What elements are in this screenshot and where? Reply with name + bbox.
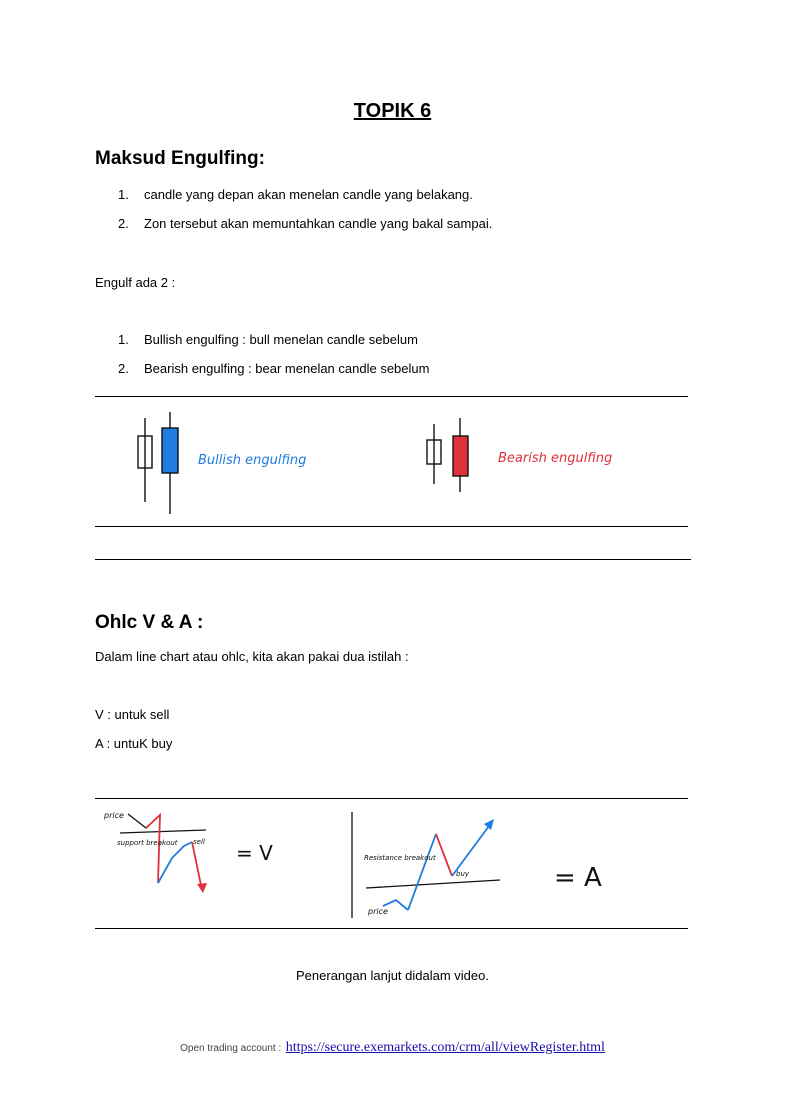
list-text: Bullish engulfing : bull menelan candle sebelum [144, 332, 418, 347]
list-number: 1. [118, 187, 129, 202]
ohlc-heading: Ohlc V & A : [95, 612, 204, 633]
resistance-breakout-label: Resistance breakout [364, 854, 436, 862]
list-number: 2. [118, 216, 129, 231]
list-text: candle yang depan akan menelan candle yang belakang. [144, 187, 473, 202]
divider [95, 928, 688, 929]
engulfing-point-2 [118, 216, 492, 232]
v-price-label: price [104, 811, 124, 820]
ohlc-intro: Dalam line chart atau ohlc, kita akan pakai dua istilah : [95, 649, 409, 664]
a-price-label: price [368, 907, 388, 916]
v-sell-sketch [103, 811, 273, 893]
bullish-engulfing-label: Bullish engulfing [198, 453, 307, 468]
a-equation: = A [554, 863, 602, 893]
footer-label: Open trading account : [180, 1043, 282, 1054]
ohlc-sketch [0, 798, 785, 928]
divider [95, 559, 691, 560]
buy-label: buy [456, 870, 470, 878]
engulf-types-label: Engulf ada 2 : [95, 275, 176, 290]
v-equation: = V [236, 841, 273, 865]
engulf-type-1 [118, 332, 418, 348]
bullish-engulfing-candles [138, 412, 178, 514]
list-number: 1. [118, 332, 129, 347]
engulf-type-2 [118, 361, 429, 377]
a-definition: A : untuK buy [95, 736, 173, 751]
page-title: TOPIK 6 [353, 100, 432, 122]
register-link[interactable]: https://secure.exemarkets.com/crm/all/viewRegister.html [285, 1040, 605, 1055]
support-breakout-label: support breakout [117, 839, 178, 847]
engulfing-heading: Maksud Engulfing: [95, 148, 265, 169]
a-buy-sketch [364, 819, 602, 916]
more-info-note: Penerangan lanjut didalam video. [296, 968, 489, 983]
bearish-engulfing-candles [427, 418, 468, 492]
footer [0, 1038, 785, 1056]
list-text: Zon tersebut akan memuntahkan candle yang bakal sampai. [144, 216, 493, 231]
engulfing-point-1 [118, 187, 473, 203]
list-text: Bearish engulfing : bear menelan candle sebelum [144, 361, 430, 376]
v-definition: V : untuk sell [95, 707, 170, 722]
bearish-engulfing-label: Bearish engulfing [498, 451, 613, 466]
sell-label: sell [193, 838, 205, 846]
list-number: 2. [118, 361, 129, 376]
divider [95, 526, 688, 527]
engulfing-sketch [0, 396, 785, 526]
